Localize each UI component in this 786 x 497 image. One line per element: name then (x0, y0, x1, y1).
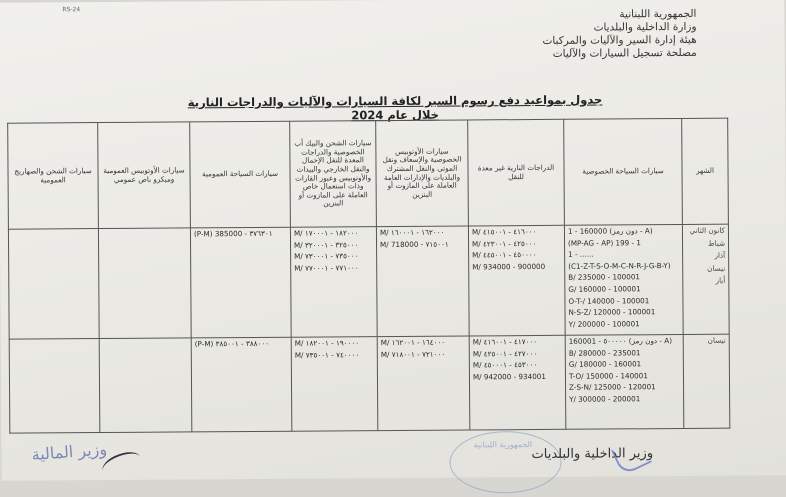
month-label: كانون الثاني (689, 225, 725, 235)
plate-range: B/ 235000 - 100001 (568, 272, 640, 283)
stamp-text: الجمهورية اللبنانية (473, 440, 533, 450)
month-label: آذار (714, 250, 726, 260)
col-public-cars: سيارات السياحة العمومية (190, 121, 291, 228)
plate-range: M/ ٣٢٥٠٠٠ - ٣٢٠٠٠١ (294, 239, 359, 250)
fees-schedule-table (7, 118, 730, 434)
motorcycles-cell (468, 225, 565, 336)
plate-range: M/ ١٨٢٠٠٠ - ١٧٠٠٠١ (293, 228, 359, 238)
month-label: نيسان (707, 335, 726, 345)
plate-range: Y/ 200000 - 100001 (568, 319, 640, 329)
public-trucks-cell (8, 229, 99, 340)
letterhead (542, 8, 696, 61)
pen-signature-mark (611, 437, 652, 476)
plate-range: M/ ٧٤٠٠٠٠ - ٧٣٥٠٠١ (294, 349, 360, 360)
plate-range: M/ ٤٥٣٠٠٠ - ٤٥٠٠٠١ (472, 360, 538, 370)
plate-range: M/ ٤١٧٠٠٠ - ٤١٦٠٠١ (472, 336, 538, 347)
public-trucks-cell (9, 339, 100, 434)
plate-range: (MP-AG - AP) 199 - 1 (567, 237, 641, 248)
col-private-cars: سيارات السياحة الخصوصية (564, 118, 683, 225)
private-cars-cell (565, 334, 684, 429)
col-motorcycles: الدراجات النارية غير معدة للنقل (468, 119, 565, 226)
plate-range: M/ ٧٣٥٠٠٠ - ٧٣٠٠٠١ (294, 251, 359, 261)
finance-minister-signature: وزير المالية (30, 439, 108, 465)
motorcycles-cell (469, 335, 566, 430)
public-cars-cell (190, 227, 291, 338)
trucks-cell (290, 227, 377, 338)
reference-number: RS-24 (62, 6, 81, 14)
letterhead-line: الجمهورية اللبنانية (619, 7, 697, 21)
plate-range: 160001 - ٥٠٠٠٠٠ (دون رمز - A) (568, 336, 673, 346)
plate-range: Y/ 300000 - 200001 (569, 394, 641, 404)
private-cars-cell (564, 224, 683, 335)
table-row (8, 224, 729, 339)
public-cars-cell (191, 337, 292, 432)
month-label: شباط (707, 238, 726, 248)
plate-range: G/ 160000 - 100001 (568, 284, 641, 294)
col-month: الشهر (682, 118, 729, 224)
plate-range: Z-S-N/ 125000 - 120001 (569, 382, 656, 393)
plate-range: M/ 934000 - 900000 (472, 261, 546, 272)
plate-range: 1 - 160000 (دون رمز - A) (567, 226, 653, 236)
plate-range: T-O/ 150000 - 140001 (568, 371, 648, 381)
table-row (9, 334, 730, 433)
plate-range: M/ 718000 - ٧١٥٠٠١ (380, 239, 449, 249)
letterhead-line: وزارة الداخلية والبلديات (593, 20, 697, 34)
private-buses-cell (376, 226, 469, 337)
interior-minister-signature: وزير الداخلية والبلديات (531, 446, 654, 463)
plate-range: (P-M) 385000 - ٣٧٦٣٠١ (193, 228, 273, 239)
month-label: أيار (715, 276, 726, 286)
letterhead-line: مصلحة تسجيل السيارات والآليات (552, 46, 697, 60)
plate-range: M/ ١٦٤٠٠٠ - ١٦٢٠٠١ (380, 337, 446, 348)
plate-range: M/ 942000 - 934001 (472, 371, 546, 382)
document-title: جدول بمواعيد دفع رسوم السير لكافة السيارات والآليات والدراجات النارية خلال عام 2024 (187, 92, 603, 123)
month-cell (682, 224, 729, 334)
month-label: نيسان (707, 263, 726, 273)
table-header-row (8, 118, 729, 229)
trucks-cell (291, 337, 378, 432)
plate-range: M/ ٧٧١٠٠٠ - ٧٧٠٠٠١ (294, 263, 359, 273)
public-buses-cell (99, 338, 192, 433)
col-public-trucks: سيارات الشحن والصهاريج العمومية (8, 123, 99, 230)
letterhead-line: هيئة إدارة السير والآليات والمركبات (542, 33, 697, 47)
plate-range: N-S-Z/ 120000 - 100001 (568, 307, 656, 317)
public-buses-cell (98, 228, 191, 339)
col-trucks: سيارات الشحن والبيك أب الخصوصية والدراجات المعدة للنقل الإحمال والنقل الخارجي والبيدات والأوتوبيس وعبور القارات وذات استعمال خاص العاملة على المازوت أو البنزين (290, 121, 377, 228)
plate-range: M/ ١٦٢٠٠٠ - ١٦٠٠٠١ (379, 227, 445, 238)
plate-range: M/ ٧٢١٠٠٠ - ٧١٨٠٠١ (380, 349, 446, 359)
plate-range: M/ ١٩٠٠٠٠ - ١٨٢٠٠١ (294, 338, 360, 348)
plate-range: 1 - ...... (568, 249, 594, 259)
col-public-buses: سيارات الأوتوبيس العمومية وميكرو باص عمومي (98, 122, 191, 229)
month-cell (683, 334, 730, 428)
col-private-buses: سيارات الأوتوبيس الخصوصية والإسعاف ونقل الموتى والنقل المشترك والبلديات والإدارات العامة العاملة على المازوت أو البنزين (376, 120, 469, 227)
plate-range: O-T-/ 140000 - 100001 (568, 295, 650, 306)
plate-range: (P-M) ٣٨٨٠٠٠ - ٣٨٥٠٠١ (194, 338, 270, 349)
plate-range: M/ ٤٢٥٠٠٠ - ٤٢٣٠٠١ (472, 238, 537, 249)
plate-range: M/ ٤٢٧٠٠٠ - ٤٢٥٠٠١ (472, 348, 538, 359)
plate-range: G/ 180000 - 160001 (568, 359, 642, 369)
plate-range: B/ 280000 - 235001 (568, 347, 641, 358)
private-buses-cell (377, 336, 470, 431)
plate-range: M/ ٤١٦٠٠٠ - ٤١٥٠٠١ (471, 226, 537, 237)
plate-range: M/ ٤٥٠٠٠٠ - ٤٤٥٠٠١ (472, 250, 537, 260)
plate-range: (C1-Z-T-S-O-M-C-N-R-J-G-B-Y) (568, 260, 671, 271)
